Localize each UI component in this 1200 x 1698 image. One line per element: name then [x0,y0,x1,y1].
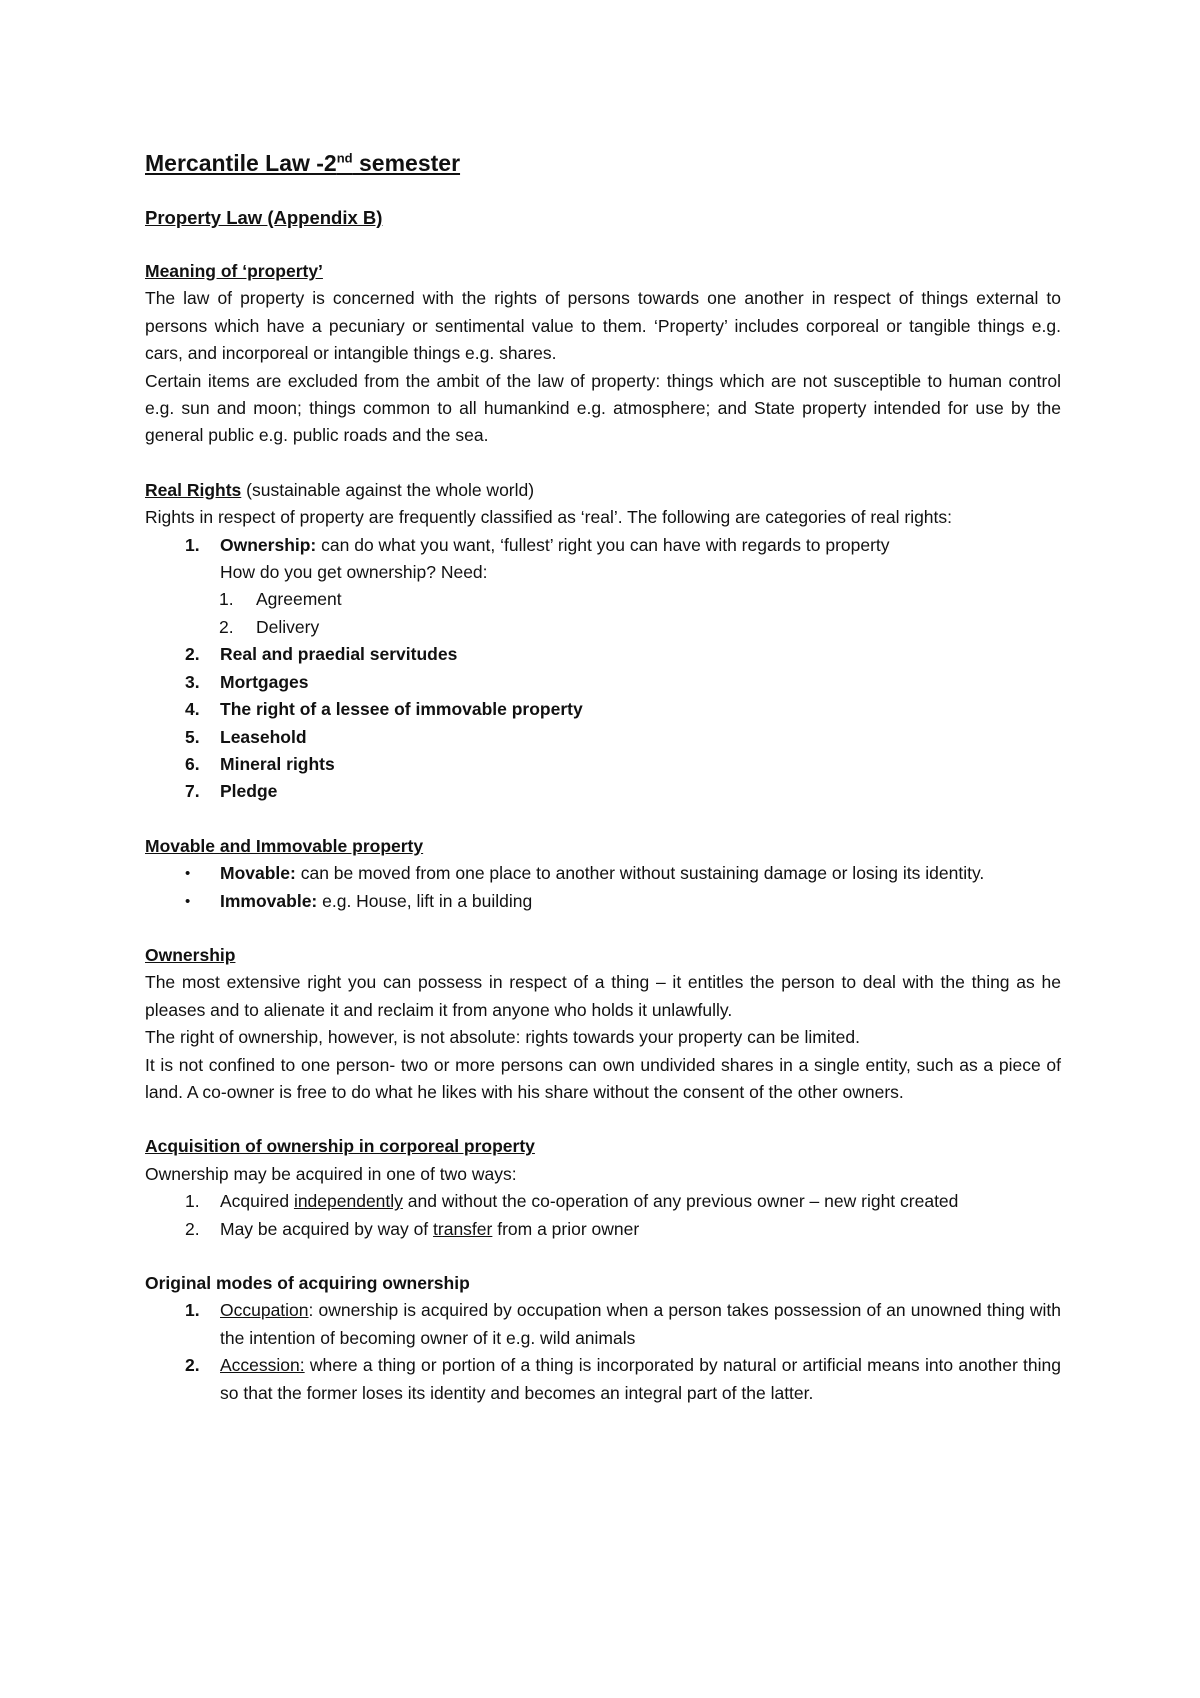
bullet-item: • Immovable: e.g. House, lift in a building [145,888,1061,915]
bullet-icon: • [185,892,191,910]
list-item: 4. The right of a lessee of immovable property [185,699,583,720]
section-subtitle: Property Law (Appendix B) [145,207,383,228]
list-item: 1. Occupation: ownership is acquired by occupation when a person takes possession of an unowned thing with the intention of becoming owner of it e.g. wild animals [185,1300,1061,1348]
sub-list-item: 1. Agreement [219,589,342,610]
meaning-paragraph-1: The law of property is concerned with the rights of persons towards one another in respect of things external to persons which have a pecuniary or sentimental value to them. ‘Property’ includes corporeal or tangible things e.g. cars, and incorporeal or intangible things e.g. shares. [145,288,1061,364]
heading-acquisition: Acquisition of ownership in corporeal property [145,1136,535,1157]
ownership-paragraph-2: The right of ownership, however, is not absolute: rights towards your property can be limited. [145,1027,860,1048]
bullet-item: • Movable: can be moved from one place to another without sustaining damage or losing its identity. [145,860,1061,887]
list-item: 3. Mortgages [185,671,309,692]
acquisition-intro: Ownership may be acquired in one of two ways: [145,1163,517,1184]
list-item: 7. Pledge [185,781,278,802]
bullet-icon: • [185,865,191,883]
list-item: 6. Mineral rights [185,753,335,774]
sub-list-item: 2. Delivery [219,616,320,637]
heading-real-rights: Real Rights (sustainable against the whole world) [145,479,535,500]
ownership-paragraph-1: The most extensive right you can possess in respect of a thing – it entitles the person to deal with the thing as he pleases and to alienate it and reclaim it from anyone who holds it unlawfully. [145,972,1061,1020]
list-item: 1. Ownership: can do what you want, ‘fullest’ right you can have with regards to property [185,534,890,555]
page-title: Mercantile Law -2nd semester [145,150,461,176]
list-item: 1. Acquired independently and without the co-operation of any previous owner – new right created [185,1191,959,1212]
heading-original-modes: Original modes of acquiring ownership [145,1273,470,1293]
list-item: 2. Accession: where a thing or portion of a thing is incorporated by natural or artificial means into another thing so that the former loses its identity and becomes an integral part of the latter. [185,1355,1061,1403]
meaning-paragraph-2: Certain items are excluded from the ambit of the law of property: things which are not susceptible to human control e.g. sun and moon; things common to all humankind e.g. atmosphere; and State property intended for use by the general public e.g. public roads and the sea. [145,370,1061,446]
heading-ownership: Ownership [145,944,236,965]
heading-movable: Movable and Immovable property [145,835,424,856]
ownership-question: How do you get ownership? Need: [220,562,488,583]
list-item: 2. Real and praedial servitudes [185,644,458,665]
ownership-paragraph-3: It is not confined to one person- two or more persons can own undivided shares in a single entity, such as a piece of land. A co-owner is free to do what he likes with his share without the consent of the other owners. [145,1054,1061,1102]
real-rights-intro: Rights in respect of property are frequently classified as ‘real’. The following are categories of real rights: [145,507,953,528]
document-content [145,148,1061,1407]
list-item: 5. Leasehold [185,726,307,747]
list-item: 2. May be acquired by way of transfer from a prior owner [185,1218,640,1239]
heading-meaning: Meaning of ‘property’ [145,261,323,281]
